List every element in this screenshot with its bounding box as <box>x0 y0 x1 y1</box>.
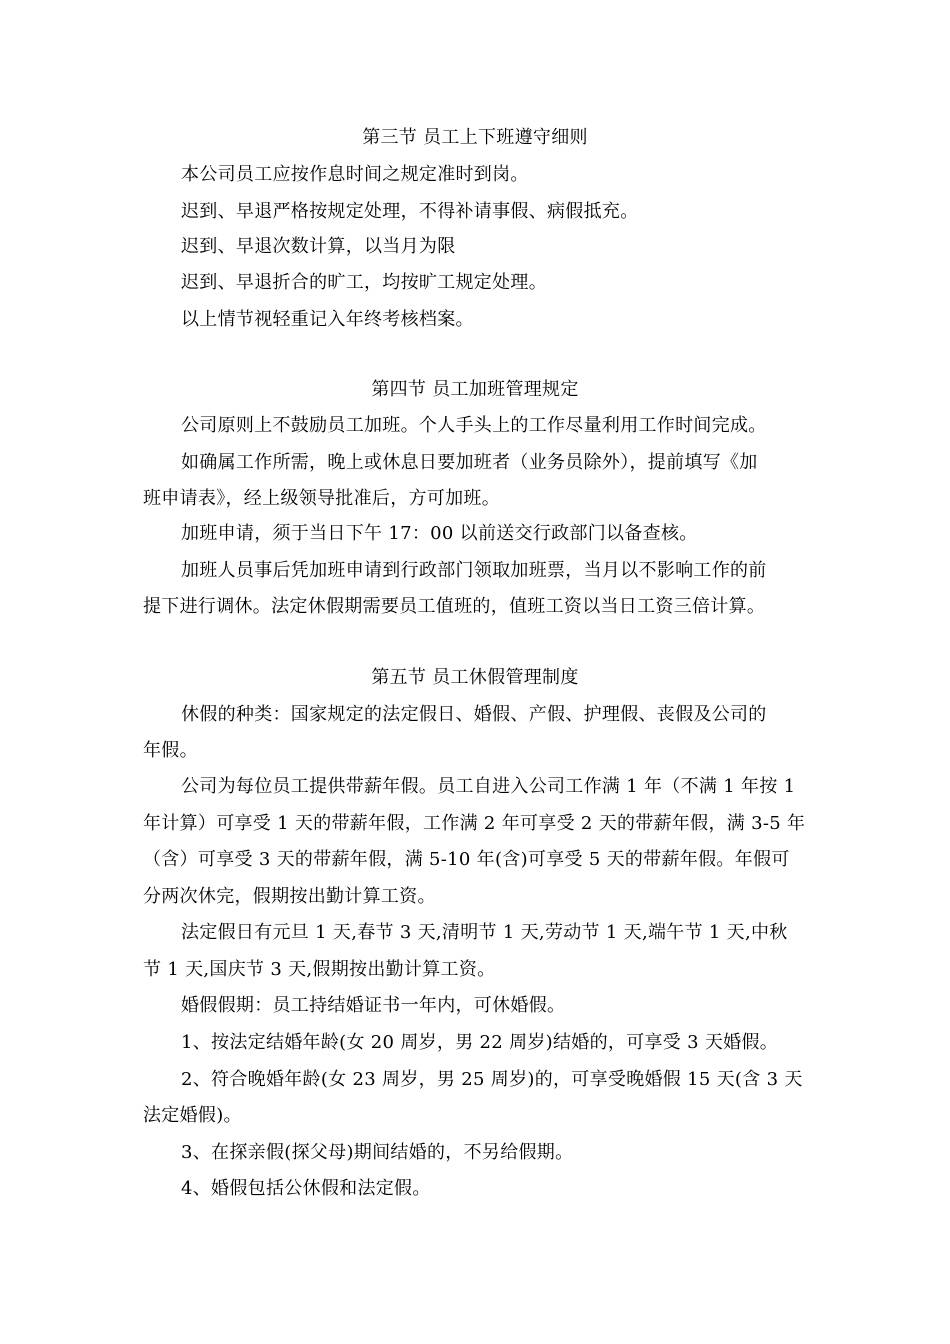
section5-line-11: 2、符合晚婚年龄(女 23 周岁，男 25 周岁)的，可享受晚婚假 15 天(含 3 天 <box>181 1069 803 1090</box>
section5-line-3: 公司为每位员工提供带薪年假。员工自进入公司工作满 1 年（不满 1 年按 1 <box>181 776 796 797</box>
section5-line-12: 法定婚假)。 <box>143 1105 242 1126</box>
section3-title: 第三节 员工上下班遵守细则 <box>362 127 588 148</box>
section5-line-6: 分两次休完，假期按出勤计算工资。 <box>143 886 436 907</box>
section5-line-5: （含）可享受 3 天的带薪年假，满 5-10 年(含)可享受 5 天的带薪年假。年假可 <box>143 849 790 870</box>
section3-line-4: 迟到、早退折合的旷工，均按旷工规定处理。 <box>181 272 547 293</box>
section5-title: 第五节 员工休假管理制度 <box>371 667 579 688</box>
section5-line-9: 婚假假期：员工持结婚证书一年内，可休婚假。 <box>181 995 566 1016</box>
section4-line-2: 如确属工作所需，晚上或休息日要加班者（业务员除外），提前填写《加 <box>181 452 758 473</box>
section5-line-2: 年假。 <box>143 740 198 761</box>
section3-line-3: 迟到、早退次数计算，以当月为限 <box>181 236 456 257</box>
section4-title: 第四节 员工加班管理规定 <box>371 379 579 400</box>
section4-line-3: 班申请表》，经上级领导批准后，方可加班。 <box>143 488 500 509</box>
section4-line-4: 加班申请，须于当日下午 17：00 以前送交行政部门以备查核。 <box>181 523 698 544</box>
section5-line-4: 年计算）可享受 1 天的带薪年假，工作满 2 年可享受 2 天的带薪年假，满 3-5 年 <box>143 813 806 834</box>
section3-line-5: 以上情节视轻重记入年终考核档案。 <box>181 309 474 330</box>
section4-line-1: 公司原则上不鼓励员工加班。个人手头上的工作尽量利用工作时间完成。 <box>181 415 767 436</box>
section5-line-7: 法定假日有元旦 1 天,春节 3 天,清明节 1 天,劳动节 1 天,端午节 1 天,中秋 <box>181 922 788 943</box>
section4-line-5: 加班人员事后凭加班申请到行政部门领取加班票，当月以不影响工作的前 <box>181 560 767 581</box>
section5-line-14: 4、婚假包括公休假和法定假。 <box>181 1178 431 1199</box>
section5-line-10: 1、按法定结婚年龄(女 20 周岁，男 22 周岁)结婚的，可享受 3 天婚假。 <box>181 1032 779 1053</box>
section4-line-6: 提下进行调休。法定休假期需要员工值班的，值班工资以当日工资三倍计算。 <box>143 596 766 617</box>
section5-line-1: 休假的种类：国家规定的法定假日、婚假、产假、护理假、丧假及公司的 <box>181 704 767 725</box>
section3-line-2: 迟到、早退严格按规定处理，不得补请事假、病假抵充。 <box>181 201 639 222</box>
section5-line-13: 3、在探亲假(探父母)期间结婚的，不另给假期。 <box>181 1142 574 1163</box>
section3-line-1: 本公司员工应按作息时间之规定准时到岗。 <box>181 164 529 185</box>
section5-line-8: 节 1 天,国庆节 3 天,假期按出勤计算工资。 <box>143 959 496 980</box>
